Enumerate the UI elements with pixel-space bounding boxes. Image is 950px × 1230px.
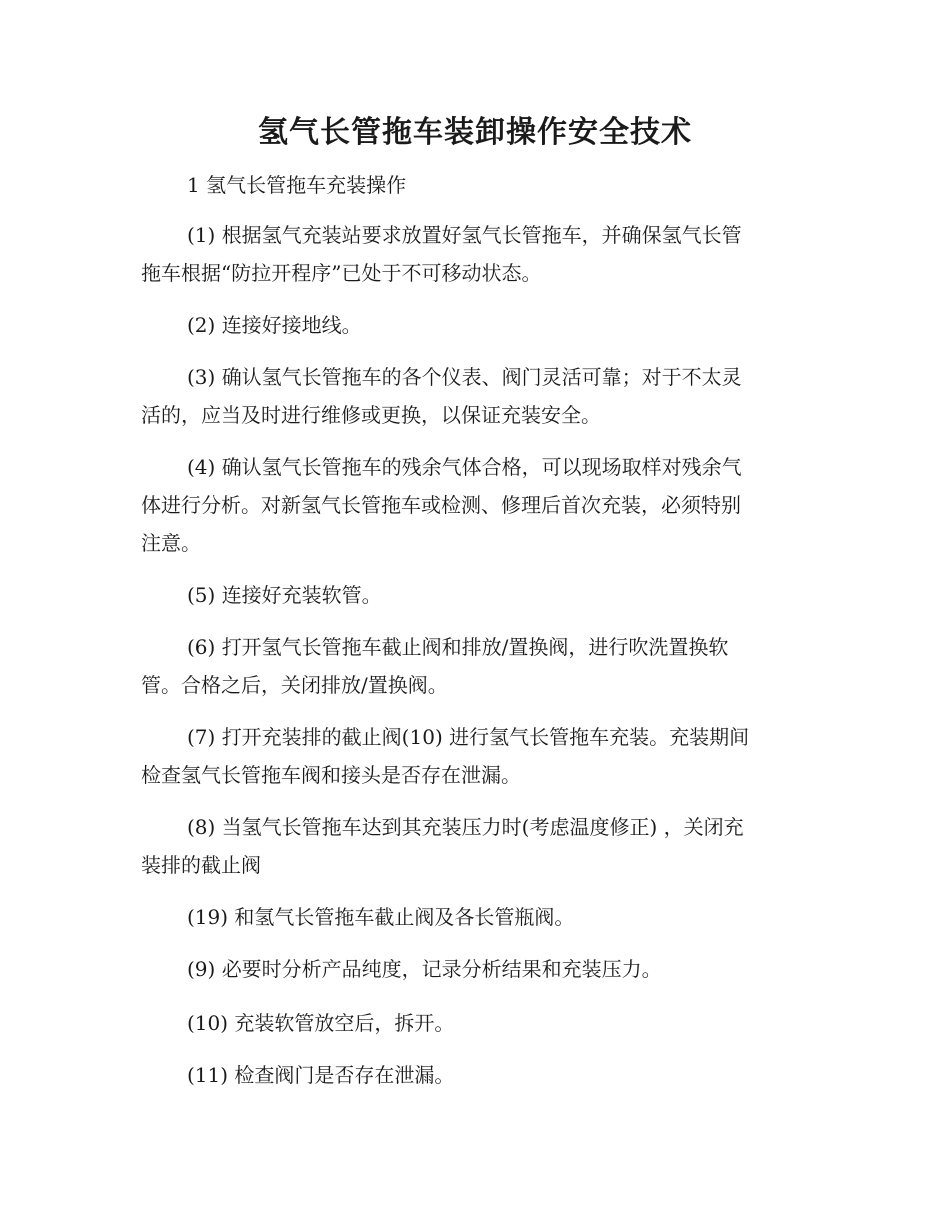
step-11-line-1: (11) 检查阀门是否存在泄漏。 [187, 1063, 455, 1087]
step-3-line-2: 活的，应当及时进行维修或更换，以保证充装安全。 [141, 403, 601, 427]
step-7-line-1: (7) 打开充装排的截止阀(10) 进行氢气长管拖车充装。充装期间 [187, 725, 750, 749]
step-10-line-1: (10) 充装软管放空后，拆开。 [187, 1011, 455, 1035]
step-3 [141, 358, 806, 434]
step-2 [141, 306, 806, 344]
section-heading [141, 166, 806, 204]
step-9-line-1: (9) 必要时分析产品纯度，记录分析结果和充装压力。 [187, 957, 662, 981]
section-heading-text: 1 氢气长管拖车充装操作 [187, 173, 407, 197]
step-8-line-1: (8) 当氢气长管拖车达到其充装压力时(考虑温度修正) ，关闭充 [187, 815, 744, 839]
step-2-line-1: (2) 连接好接地线。 [187, 313, 362, 337]
step-8-line-2: 装排的截止阀 [141, 853, 261, 877]
step-4 [141, 448, 806, 562]
step-5-line-1: (5) 连接好充装软管。 [187, 583, 382, 607]
step-1-line-1: (1) 根据氢气充装站要求放置好氢气长管拖车，并确保氢气长管 [187, 223, 742, 247]
step-10 [141, 1004, 806, 1042]
step-1 [141, 216, 806, 292]
step-7 [141, 718, 806, 794]
step-1-line-2: 拖车根据“防拉开程序”已处于不可移动状态。 [141, 261, 542, 285]
step-7-line-2: 检查氢气长管拖车阀和接头是否存在泄漏。 [141, 763, 521, 787]
step-9 [141, 950, 806, 988]
step-5 [141, 576, 806, 614]
step-4-line-1: (4) 确认氢气长管拖车的残余气体合格，可以现场取样对残余气 [187, 455, 742, 479]
step-6-line-1: (6) 打开氢气长管拖车截止阀和排放/置换阀，进行吹洗置换软 [187, 635, 729, 659]
step-4-line-2: 体进行分析。对新氢气长管拖车或检测、修理后首次充装，必须特别 [141, 493, 741, 517]
step-4-line-3: 注意。 [141, 531, 201, 555]
page-title: 氢气长管拖车装卸操作安全技术 [258, 115, 692, 150]
step-11 [141, 1056, 806, 1094]
step-8-continued-line-1: (19) 和氢气长管拖车截止阀及各长管瓶阀。 [187, 905, 575, 929]
step-6-line-2: 管。合格之后，关闭排放/置换阀。 [141, 673, 448, 697]
step-3-line-1: (3) 确认氢气长管拖车的各个仪表、阀门灵活可靠；对于不太灵 [187, 365, 742, 389]
step-8-continued [141, 898, 806, 936]
step-8 [141, 808, 806, 884]
step-6 [141, 628, 806, 704]
